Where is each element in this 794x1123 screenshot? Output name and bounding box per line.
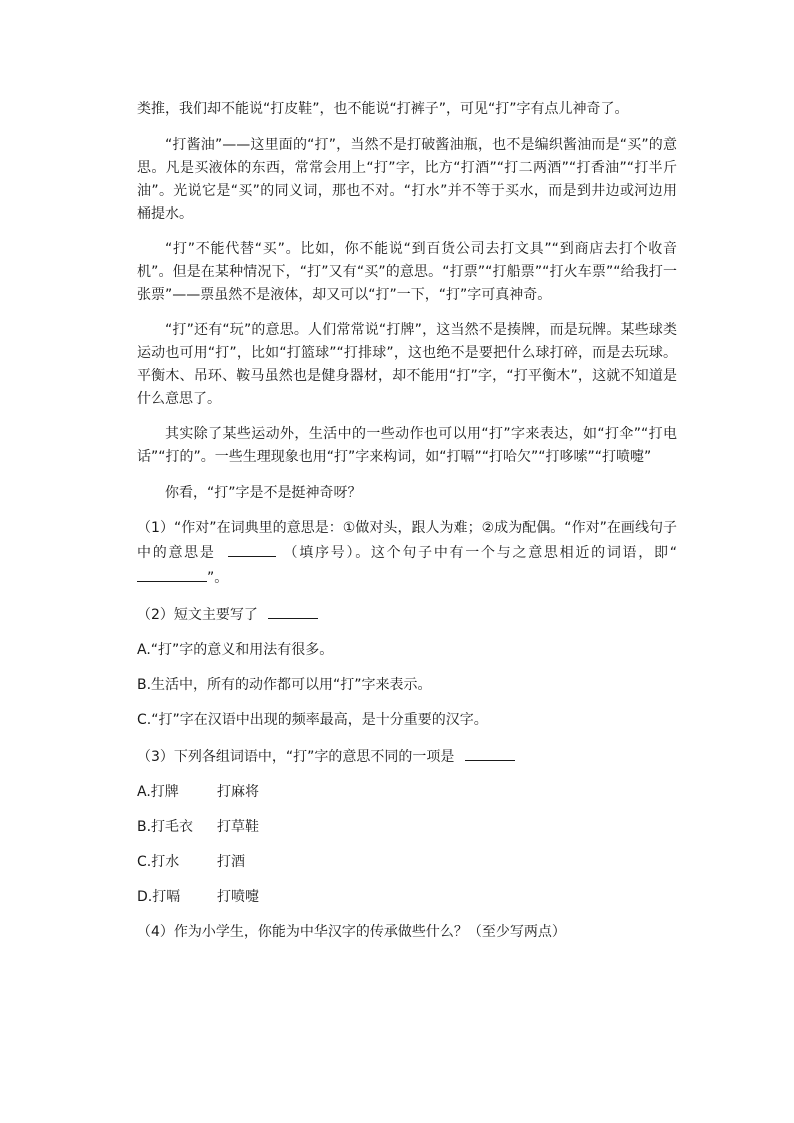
option-a-second: 打麻将 [217,784,259,800]
option-c-first: C.打水 [137,854,180,870]
question-1-text-c: ”。 [207,570,229,586]
option-b-first: B.打毛衣 [137,819,194,835]
question-2-option-c[interactable]: C.“打”字在汉语中出现的频率最高，是十分重要的汉字。 [137,712,488,728]
answer-blank-4[interactable] [465,744,515,761]
question-3-text: （3）下列各组词语中，“打”字的意思不同的一项是 [137,749,455,765]
passage-paragraph-2: “打”不能代替“买”。比如，你不能说“到百货公司去打文具”“到商店去打个收音机”。但是在某种情况下，“打”又有“买”的意思。“打票”“打船票”“打火车票”“给我打一张票”——票虽然不是液体，却又可以“打”一下，“打”字可真神奇。 [137,241,677,303]
passage-paragraph-5: 你看，“打”字是不是挺神奇呀？ [165,485,362,501]
question-2-option-a[interactable]: A.“打”字的意义和用法有很多。 [137,642,334,658]
question-1 [137,517,677,590]
option-c-second: 打酒 [217,854,245,870]
question-1-text-b: （填序号）。这个句子中有一个与之意思相近的词语，即“ [281,545,677,561]
option-a-first: A.打牌 [137,784,179,800]
answer-blank-2[interactable] [137,565,207,582]
question-3-option-d[interactable] [137,886,677,909]
passage-paragraph-1: “打酱油”——这里面的“打”，当然不是打破酱油瓶，也不是编织酱油而是“买”的意思。凡是买液体的东西，常常会用上“打”字，比方“打酒”“打二两酒”“打香油”“打半斤油”。光说它是“买”的同义词，那也不对。“打水”并不等于买水，而是到井边或河边用桶提水。 [137,137,677,222]
passage-paragraph-0: 类推，我们却不能说“打皮鞋”，也不能说“打裤子”，可见“打”字有点儿神奇了。 [137,101,629,117]
question-2-text: （2）短文主要写了 [137,607,258,623]
answer-blank-1[interactable] [228,540,276,557]
question-1-text-a: （1）“作对”在词典里的意思是：①做对头，跟人为难；②成为配偶。“作对”在画线句子中的意思是 [137,520,677,561]
option-d-second: 打喷嚏 [217,889,259,905]
document-page [137,98,677,944]
passage-paragraph-4: 其实除了某些运动外，生活中的一些动作也可以用“打”字来表达，如“打伞”“打电话”“打的”。一些生理现象也用“打”字来构词，如“打嗝”“打哈欠”“打哆嗦”“打喷嚏” [137,426,677,465]
option-d-first: D.打嗝 [137,889,181,905]
question-3-option-b[interactable] [137,816,677,839]
question-2-option-b[interactable]: B.生活中，所有的动作都可以用“打”字来表示。 [137,677,432,693]
question-3-option-c[interactable] [137,851,677,874]
question-2 [137,602,677,627]
passage-paragraph-3: “打”还有“玩”的意思。人们常常说“打牌”，这当然不是揍牌，而是玩牌。某些球类运动也可用“打”，比如“打篮球”“打排球”，这也绝不是要把什么球打碎，而是去玩球。平衡木、吊环、鞍马虽然也是健身器材，却不能用“打”字，“打平衡木”，这就不知道是什么意思了。 [137,322,677,407]
question-4: （4）作为小学生，你能为中华汉字的传承做些什么？（至少写两点） [137,924,566,940]
question-3 [137,744,677,769]
option-b-second: 打草鞋 [217,819,259,835]
question-3-option-a[interactable] [137,781,677,804]
answer-blank-3[interactable] [268,602,318,619]
